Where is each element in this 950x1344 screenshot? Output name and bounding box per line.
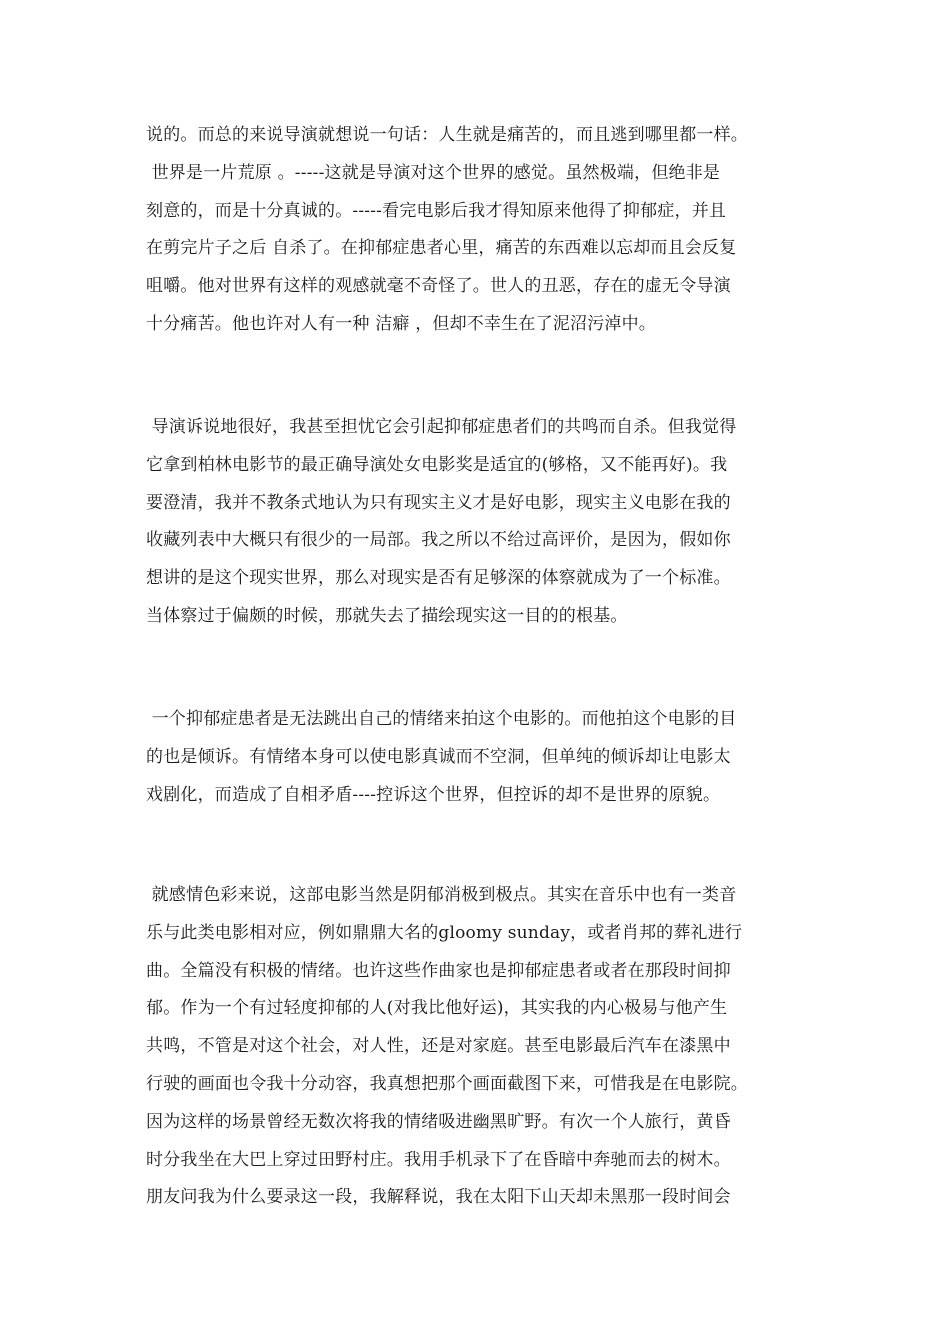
text-line: 的也是倾诉。有情绪本身可以使电影真诚而不空洞，但单纯的倾诉却让电影太 [146, 746, 731, 767]
paragraph-2 [146, 409, 826, 636]
text-line: 咀嚼。他对世界有这样的观感就毫不奇怪了。世人的丑恶，存在的虚无令导演 [146, 276, 731, 297]
text-line: 导演诉说地很好，我甚至担忧它会引起抑郁症患者们的共鸣而自杀。但我觉得 [146, 417, 737, 437]
text-line: 共鸣，不管是对这个社会，对人性，还是对家庭。甚至电影最后汽车在漆黑中 [146, 1036, 731, 1057]
paragraph-3 [146, 701, 826, 814]
text-line: 想讲的是这个现实世界，那么对现实是否有足够深的体察就成为了一个标准。 [146, 568, 731, 589]
paragraph-1 [146, 117, 826, 344]
text-line: 曲。全篇没有积极的情绪。也许这些作曲家也是抑郁症患者或者在那段时间抑 [146, 960, 731, 981]
text-line: 刻意的，而是十分真诚的。-----看完电影后我才得知原来他得了抑郁症，并且 [146, 200, 727, 221]
text-line: 时分我坐在大巴上穿过田野村庄。我用手机录下了在昏暗中奔驰而去的树木。 [146, 1149, 731, 1170]
text-line: 收藏列表中大概只有很少的一局部。我之所以不给过高评价，是因为，假如你 [146, 530, 731, 551]
text-line: 因为这样的场景曾经无数次将我的情绪吸进幽黑旷野。有次一个人旅行，黄昏 [146, 1111, 731, 1132]
text-line: 郁。作为一个有过轻度抑郁的人(对我比他好运)，其实我的内心极易与他产生 [146, 998, 728, 1019]
text-line: 它拿到柏林电影节的最正确导演处女电影奖是适宜的(够格，又不能再好)。我 [146, 454, 728, 475]
text-line: 戏剧化，而造成了自相矛盾----控诉这个世界，但控诉的却不是世界的原貌。 [146, 784, 721, 805]
text-line: 乐与此类电影相对应，例如鼎鼎大名的gloomy sunday，或者肖邦的葬礼进行 [146, 922, 743, 943]
text-line: 朋友问我为什么要录这一段，我解释说，我在太阳下山天却未黑那一段时间会 [146, 1187, 731, 1208]
text-line: 十分痛苦。他也许对人有一种 洁癖 ，但却不幸生在了泥沼污淖中。 [146, 313, 657, 334]
text-line: 要澄清，我并不教条式地认为只有现实主义才是好电影，现实主义电影在我的 [146, 492, 731, 513]
text-line: 就感情色彩来说，这部电影当然是阴郁消极到极点。其实在音乐中也有一类音 [146, 885, 737, 905]
text-line: 说的。而总的来说导演就想说一句话：人生就是痛苦的，而且逃到哪里都一样。 [146, 125, 748, 145]
paragraph-4 [146, 877, 826, 1217]
text-line: 当体察过于偏颇的时候，那就失去了描绘现实这一目的的根基。 [146, 605, 628, 626]
text-line: 行驶的画面也令我十分动容，我真想把那个画面截图下来，可惜我是在电影院。 [146, 1073, 748, 1094]
text-line: 一个抑郁症患者是无法跳出自己的情绪来拍这个电影的。而他拍这个电影的目 [146, 709, 737, 729]
text-line: 在剪完片子之后 自杀了。在抑郁症患者心里，痛苦的东西难以忘却而且会反复 [146, 238, 737, 259]
text-line: 世界是一片荒原 。-----这就是导演对这个世界的感觉。虽然极端，但绝非是 [146, 162, 721, 183]
